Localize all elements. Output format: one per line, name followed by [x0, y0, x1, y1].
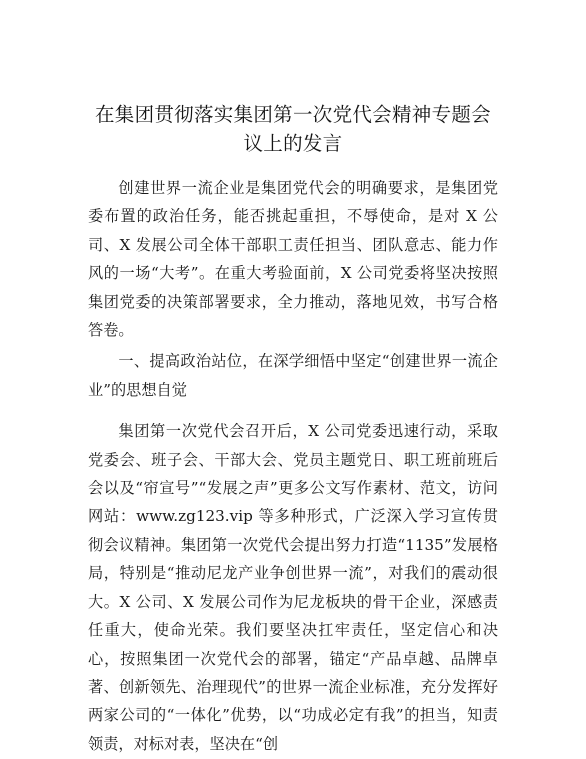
- title-line-2: 议上的发言: [243, 132, 343, 155]
- document-title: [88, 100, 498, 158]
- document-body: [88, 174, 498, 758]
- section-heading: 一、提高政治站位，在深学细悟中坚定“创建世界一流企业”的思想自觉: [88, 352, 498, 399]
- body-paragraph: 集团第一次党代会召开后，X 公司党委迅速行动，采取党委会、班子会、干部大会、党员主题党日、职工班前班后会以及“帘宣号”“发展之声”更多公文写作素材、范文，访问网站：www.zg123.vip 等多种形式，广泛深入学习宣传贯彻会议精神。集团第一次党代会提出努力打造“1135”发展格局，特别是“推动尼龙产业争创世界一流”，对我们的震动很大。X 公司、X 发展公司作为尼龙板块的骨干企业，深感责任重大，使命光荣。我们要坚决扛牢责任，坚定信心和决心，按照集团一次党代会的部署，锚定“产品卓越、品牌卓著、创新领先、治理现代”的世界一流企业标准，充分发挥好两家公司的“一体化”优势，以“功成必定有我”的担当，知责领责，对标对表，坚决在“创: [88, 422, 498, 753]
- title-line-1: 在集团贯彻落实集团第一次党代会精神专题会: [94, 103, 491, 126]
- intro-paragraph: 创建世界一流企业是集团党代会的明确要求，是集团党委布置的政治任务，能否挑起重担，不辱使命，是对 X 公司、X 发展公司全体干部职工责任担当、团队意志、能力作风的一场“大考”。在重大考验面前，X 公司党委将坚决按照集团党委的决策部署要求，全力推动，落地见效，书写合格答卷。: [88, 179, 498, 340]
